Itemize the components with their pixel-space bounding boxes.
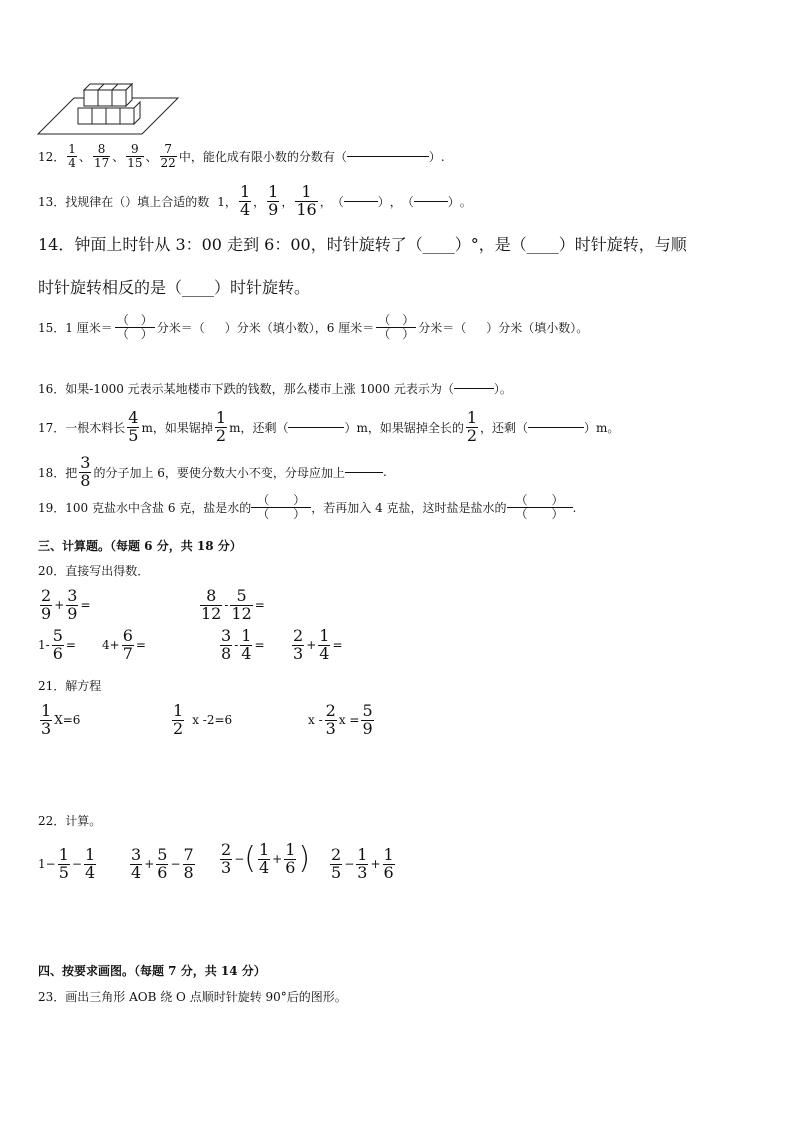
calc-item: 1- $\frac{5}{6}$ = xyxy=(38,626,76,663)
blank-fraction[interactable]: （ ） （ ） xyxy=(116,313,153,342)
question-17: 17． 一根木料长 $\frac{4}{5}$ m，如果锯掉 $\frac{1}{2}$ m，还剩（ ）m，如果锯掉全长的 $\frac{1}{2}$ ，还剩（ ）m。 xyxy=(38,408,620,445)
calc-expression-2: $\frac{3}{4}$ + $\frac{5}{6}$ − $\frac{7}{8}$ xyxy=(131,845,194,882)
fraction: $\frac{3}{8}$ xyxy=(80,453,91,490)
question-13: 13． 找规律在（）填上合适的数 1， $\frac{1}{4}$ ， $\frac{1}{9}$ ， $\frac{1}{16}$ ， （ ） ， （ ） 。 xyxy=(38,182,472,219)
calc-expression-3: $\frac{2}{3}$ − ( $\frac{1}{4}$ + $\frac{1}{6}$ ) xyxy=(221,840,311,877)
question-14-line2: 时针旋转相反的是（____）时针旋转。 xyxy=(38,278,311,297)
answer-blank[interactable] xyxy=(347,156,429,157)
fraction: $\frac{1}{2}$ xyxy=(215,408,227,445)
fraction: $\frac{1}{4}$ xyxy=(68,142,76,170)
calc-item: $\frac{3}{8}$ - $\frac{1}{4}$ = xyxy=(221,626,265,663)
blank-fraction[interactable]: （ ） （ ） xyxy=(378,313,415,342)
question-18: 18． 把 $\frac{3}{8}$ 的分子加上 6，要使分数大小不变，分母应加上 . xyxy=(38,453,387,490)
fraction: $\frac{8}{17}$ xyxy=(93,142,110,170)
question-12: 12． $\frac{1}{4}$ 、 $\frac{8}{17}$ 、 $\frac{9}{15}$ 、 $\frac{7}{22}$ 中，能化成有限小数的分数有（ ）. xyxy=(38,142,445,170)
fraction: $\frac{4}{5}$ xyxy=(128,408,139,445)
fraction: $\frac{7}{22}$ xyxy=(160,142,176,170)
answer-blank[interactable] xyxy=(288,427,344,428)
question-23: 23．画出三角形 AOB 绕 O 点顺时针旋转 90°后的图形。 xyxy=(38,990,347,1004)
blank-fraction[interactable]: （ ） （ ） xyxy=(509,494,571,521)
fraction: $\frac{1}{16}$ xyxy=(296,182,317,219)
fraction: $\frac{9}{15}$ xyxy=(127,142,143,170)
calc-item: 4+ $\frac{6}{7}$ = xyxy=(102,626,146,663)
answer-blank[interactable] xyxy=(528,427,584,428)
right-paren: ) xyxy=(298,841,311,877)
left-paren: ( xyxy=(244,841,256,877)
fraction: $\frac{1}{2}$ xyxy=(466,408,478,445)
question-21-title: 21．解方程 xyxy=(38,679,102,693)
question-14-line1: 14．钟面上时针从 3：00 走到 6：00，时针旋转了（____）°，是（____）时针旋转，与顺 xyxy=(38,235,687,254)
calc-item: $\frac{2}{9}$ + $\frac{3}{9}$ = xyxy=(41,586,91,623)
section-3-title: 三、计算题。（每题 6 分，共 18 分） xyxy=(38,539,242,553)
answer-blank[interactable] xyxy=(345,472,383,473)
calc-expression-4: $\frac{2}{5}$ − $\frac{1}{3}$ + $\frac{1}{6}$ xyxy=(331,845,394,882)
fraction: $\frac{1}{4}$ xyxy=(239,182,251,219)
cube-figure xyxy=(36,76,181,136)
fraction: $\frac{1}{9}$ xyxy=(268,182,279,219)
question-22-title: 22．计算。 xyxy=(38,814,102,828)
equation-1: $\frac{1}{3}$ X=6 xyxy=(41,701,81,738)
equation-3: x - $\frac{2}{3}$ x = $\frac{5}{9}$ xyxy=(308,701,373,738)
question-16: 16．如果-1000 元表示某地楼市下跌的钱数，那么楼市上涨 1000 元表示为（ ）。 xyxy=(38,382,512,396)
answer-blank[interactable] xyxy=(344,201,378,202)
equation-2: $\frac{1}{2}$ x -2=6 xyxy=(173,701,233,738)
calc-expression-1: 1− $\frac{1}{5}$ − $\frac{1}{4}$ xyxy=(38,845,96,882)
question-15: 15． 1 厘米＝ （ ） （ ） 分米＝（ ）分米（填小数），6 厘米＝ （ ） （ ） 分米＝（ ）分米（填小数）。 xyxy=(38,313,589,342)
question-20-title: 20．直接写出得数． xyxy=(38,564,150,578)
answer-blank[interactable] xyxy=(414,201,448,202)
section-4-title: 四、按要求画图。（每题 7 分，共 14 分） xyxy=(38,964,266,978)
calc-item: $\frac{2}{3}$ + $\frac{1}{4}$ = xyxy=(293,626,343,663)
blank-fraction[interactable]: （ ） （ ） xyxy=(253,494,309,521)
answer-blank[interactable] xyxy=(454,388,494,389)
calc-item: $\frac{8}{12}$ - $\frac{5}{12}$ = xyxy=(201,586,265,623)
question-19: 19． 100 克盐水中含盐 6 克，盐是水的 （ ） （ ） ，若再加入 4 克盐，这时盐是盐水的 （ ） （ ） . xyxy=(38,493,577,522)
